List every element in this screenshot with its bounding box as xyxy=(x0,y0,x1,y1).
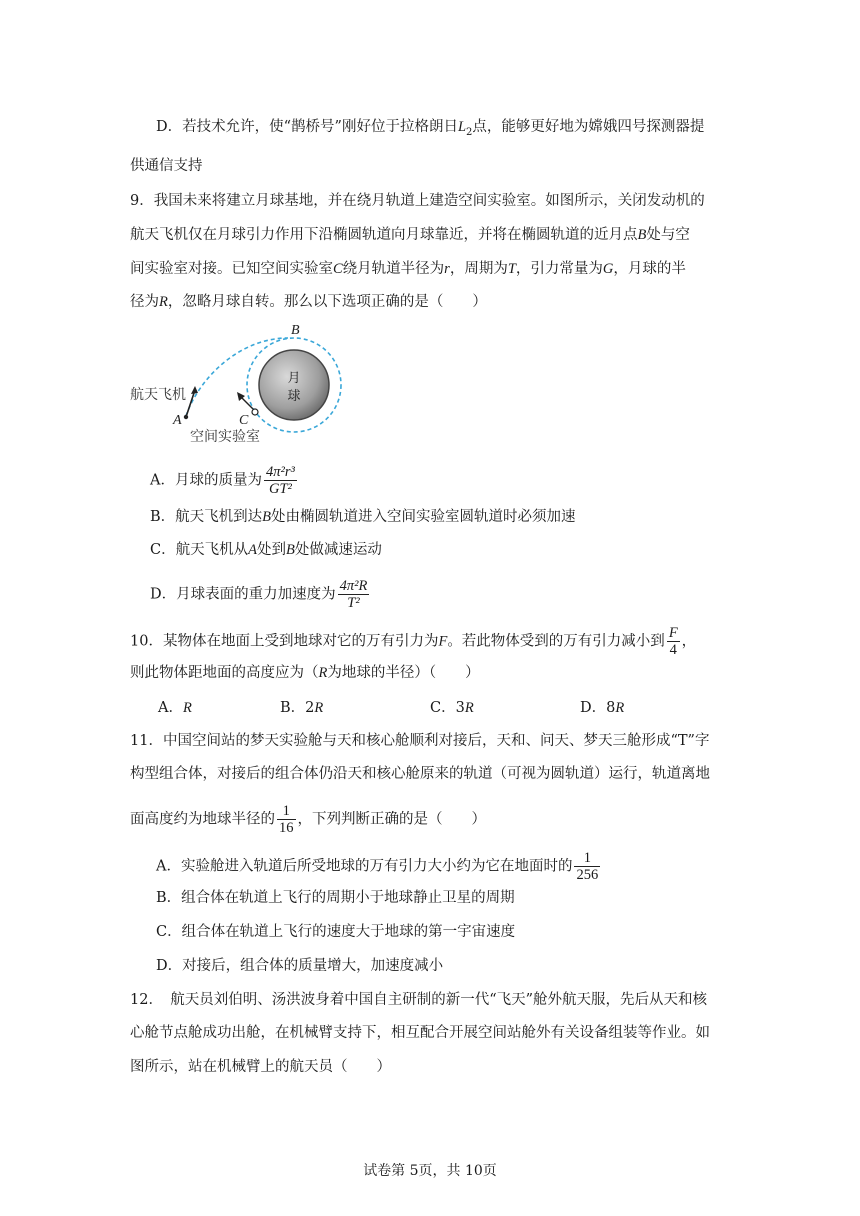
q9-option-c-symbol-B: B xyxy=(285,542,295,558)
q9-line2 xyxy=(130,225,690,245)
q9-line3-text-d: ，引力常量为 xyxy=(515,261,603,277)
q11-option-b: B．组合体在轨道上飞行的周期小于地球静止卫星的周期 xyxy=(156,890,515,906)
q9-line1: 9．我国未来将建立月球基地，并在绕月轨道上建造空间实验室。如图所示，关闭发动机的 xyxy=(130,193,705,209)
q9-symbol-T: T xyxy=(507,261,516,277)
q11-line3-text-b: ，下列判断正确的是（ ） xyxy=(297,811,486,828)
q9-option-d-numerator: 4π²R xyxy=(339,578,368,594)
q11-option-a xyxy=(156,850,602,883)
q10-option-a-R: R xyxy=(182,700,192,716)
q9-symbol-C: C xyxy=(333,261,343,277)
q11-option-a-numerator: 1 xyxy=(574,850,600,867)
q11-line3 xyxy=(130,803,486,836)
q9-option-a-text: A．月球的质量为 xyxy=(150,472,262,489)
point-C xyxy=(252,409,258,415)
q10-line1-text-c: ， xyxy=(681,633,697,650)
q10-option-b-label: B．2 xyxy=(280,700,315,716)
q10-option-d-R: R xyxy=(615,700,625,716)
q9-option-b-text-a: B．航天飞机到达 xyxy=(150,509,263,525)
q11-line1: 11．中国空间站的梦天实验舱与天和核心舱顺利对接后，天和、问天、梦天三舱形成“T”字 xyxy=(130,733,710,749)
q9-option-a xyxy=(150,464,299,497)
q9-option-b xyxy=(150,507,576,527)
q10-option-a-label: A． xyxy=(158,700,183,716)
q10-option-d-label: D．8 xyxy=(580,700,616,716)
label-B: B xyxy=(291,323,300,338)
label-shuttle: 航天飞机 xyxy=(130,387,186,403)
q10-option-b xyxy=(280,698,323,718)
q9-option-d xyxy=(150,578,371,611)
q9-symbol-G: G xyxy=(602,261,614,277)
q11-option-a-fraction xyxy=(574,850,600,883)
q9-option-b-symbol-B: B xyxy=(262,509,272,525)
q11-option-a-text: A．实验舱进入轨道后所受地球的万有引力大小约为它在地面时的 xyxy=(156,858,573,875)
q9-line2-text-b: 处与空 xyxy=(646,227,690,243)
q11-option-c: C．组合体在轨道上飞行的速度大于地球的第一宇宙速度 xyxy=(156,924,516,940)
q9-symbol-B: B xyxy=(637,227,647,243)
q10-line2 xyxy=(130,663,480,683)
q12-line2: 心舱节点舱成功出舱，在机械臂支持下，相互配合开展空间站舱外有关设备组装等作业。如 xyxy=(130,1025,710,1041)
q11-fraction xyxy=(277,803,296,836)
q10-symbol-R: R xyxy=(318,665,328,681)
q10-line1 xyxy=(130,625,696,658)
q9-option-d-denominator: T² xyxy=(347,595,360,611)
q9-line3-text-a: 间实验室对接。已知空间实验室 xyxy=(130,261,333,277)
q8-option-d-text-1: D．若技术允许，使“鹊桥号”刚好位于拉格朗日 xyxy=(156,119,458,135)
q9-option-c-text-c: 处做减速运动 xyxy=(294,542,382,558)
q9-option-a-numerator: 4π²r³ xyxy=(265,464,295,480)
q10-line2-text-b: 为地球的半径）（ ） xyxy=(327,665,480,681)
q10-line1-text-b: 。若此物体受到的万有引力减小到 xyxy=(447,633,665,650)
q9-option-b-text-b: 处由椭圆轨道进入空间实验室圆轨道时必须加速 xyxy=(271,509,576,525)
q9-option-c-text-a: C．航天飞机从 xyxy=(150,542,249,558)
q9-line3 xyxy=(130,259,686,279)
q9-orbit-figure xyxy=(128,320,358,448)
moon-label-1: 月 xyxy=(287,371,301,386)
q9-option-a-denominator: GT² xyxy=(268,481,292,497)
page-footer: 试卷第 5页，共 10页 xyxy=(363,1163,497,1179)
q10-option-b-R: R xyxy=(314,700,324,716)
q10-option-c-R: R xyxy=(464,700,474,716)
q11-line2: 构型组合体，对接后的组合体仍沿天和核心舱原来的轨道（可视为圆轨道）运行，轨道离地 xyxy=(130,766,710,782)
q9-option-c-symbol-A: A xyxy=(248,542,257,558)
q10-fraction-denominator: 4 xyxy=(669,642,677,658)
q10-line1-text-a: 10．某物体在地面上受到地球对它的万有引力为 xyxy=(130,633,439,650)
q10-option-c-label: C．3 xyxy=(430,700,465,716)
q10-option-a xyxy=(158,698,192,718)
q11-option-a-denominator: 256 xyxy=(576,867,599,883)
shuttle-arrow-head xyxy=(191,386,198,394)
label-space-lab: 空间实验室 xyxy=(190,429,260,445)
q9-symbol-r: r xyxy=(444,261,450,277)
q9-line4 xyxy=(130,292,487,312)
label-C: C xyxy=(239,413,249,428)
q9-line3-text-b: 绕月轨道半径为 xyxy=(342,261,445,277)
q9-symbol-R: R xyxy=(159,294,168,310)
q9-option-d-text: D．月球表面的重力加速度为 xyxy=(150,586,336,603)
q10-fraction xyxy=(667,625,680,658)
shuttle-velocity-arrow xyxy=(186,390,195,417)
q8-option-d-symbol-L: L xyxy=(457,119,467,135)
q9-line3-text-c: ，周期为 xyxy=(449,261,508,277)
q10-symbol-F: F xyxy=(438,633,448,650)
q9-line4-text-b: ，忽略月球自转。那么以下选项正确的是（ ） xyxy=(167,294,487,310)
q10-option-d xyxy=(580,698,624,718)
q10-fraction-numerator: F xyxy=(668,625,678,641)
q12-line3: 图所示，站在机械臂上的航天员（ ） xyxy=(130,1059,391,1075)
q9-option-c xyxy=(150,540,382,560)
q9-option-c-text-b: 处到 xyxy=(256,542,286,558)
q9-line2-text-a: 航天飞机仅在月球引力作用下沿椭圆轨道向月球靠近，并将在椭圆轨道的近月点 xyxy=(130,227,638,243)
q11-fraction-numerator: 1 xyxy=(277,803,296,820)
q9-option-a-fraction xyxy=(264,464,297,497)
q9-line3-text-e: ，月球的半 xyxy=(613,261,686,277)
q12-line1: 12． 航天员刘伯明、汤洪波身着中国自主研制的新一代“飞天”舱外航天服，先后从天和核 xyxy=(130,992,708,1008)
q11-line3-text-a: 面高度约为地球半径的 xyxy=(130,811,275,828)
q11-fraction-denominator: 16 xyxy=(279,820,294,836)
q8-option-d xyxy=(156,117,704,143)
q9-line4-text-a: 径为 xyxy=(130,294,159,310)
label-A: A xyxy=(173,413,182,428)
q8-option-d-subscript: 2 xyxy=(466,126,473,138)
q8-option-d-text-2: 点，能够更好地为嫦娥四号探测器提 xyxy=(472,119,705,135)
q10-option-c xyxy=(430,698,474,718)
q11-option-d: D．对接后，组合体的质量增大，加速度减小 xyxy=(156,958,444,974)
q9-option-d-fraction xyxy=(338,578,370,611)
moon-label-2: 球 xyxy=(287,389,301,404)
q10-line2-text-a: 则此物体距地面的高度应为（ xyxy=(130,665,319,681)
q8-option-d-line2: 供通信支持 xyxy=(130,158,203,174)
